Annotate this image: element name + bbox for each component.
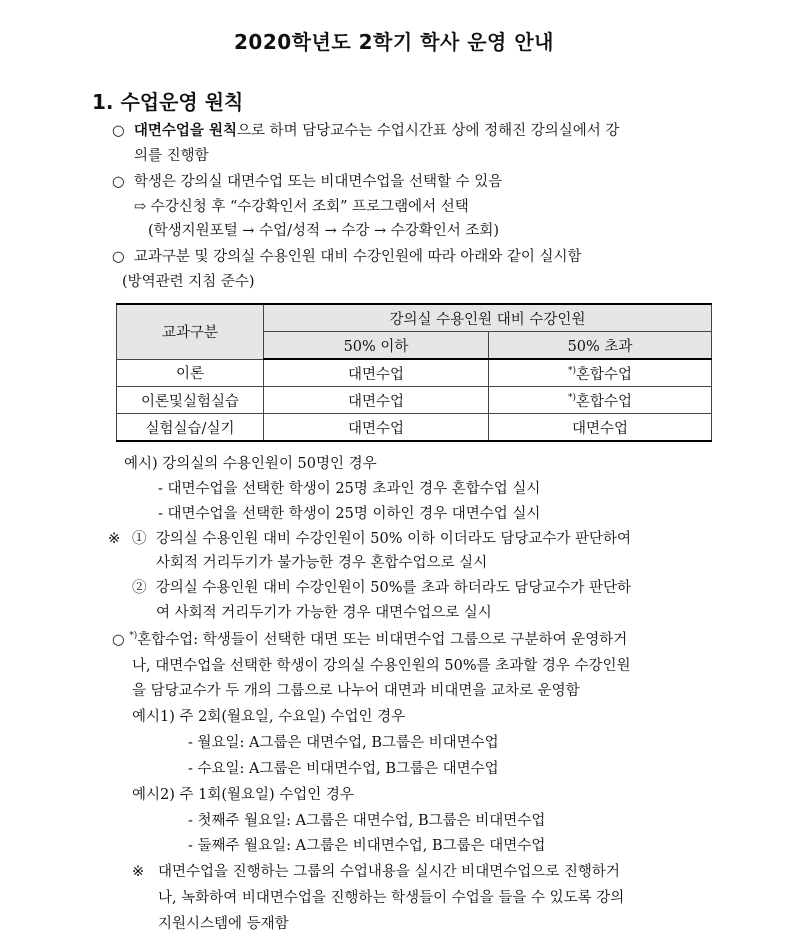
row-under: 대면수업 bbox=[264, 414, 489, 442]
row-over bbox=[489, 387, 712, 414]
row-over-text: 혼합수업 bbox=[575, 366, 633, 383]
sub-header-under: 50% 이하 bbox=[264, 332, 489, 360]
table-row bbox=[117, 414, 712, 442]
p4-line2: 나, 대면수업을 선택한 학생이 강의실 수용인원의 50%를 초과할 경우 수강인원 bbox=[132, 658, 631, 674]
p4-text: 혼합수업: 학생들이 선택한 대면 또는 비대면수업 그룹으로 구분하여 운영하거 bbox=[137, 632, 628, 648]
note-2-line1 bbox=[132, 578, 631, 598]
row-over bbox=[489, 359, 712, 387]
table-row bbox=[117, 359, 712, 387]
asterisk-mark: *) bbox=[567, 392, 576, 403]
p1-line1 bbox=[112, 121, 619, 141]
group-header: 강의실 수용인원 대비 수강인원 bbox=[264, 304, 712, 332]
example-item: - 대면수업을 선택한 학생이 25명 초과인 경우 혼합수업 실시 bbox=[158, 481, 541, 497]
bullet: ○ bbox=[112, 249, 125, 265]
row-category: 실험실습/실기 bbox=[117, 414, 264, 442]
row-category: 이론및실험실습 bbox=[117, 387, 264, 414]
row-over-text: 대면수업 bbox=[571, 420, 629, 437]
final-note-line1: 대면수업을 진행하는 그룹의 수업내용을 실시간 비대면수업으로 진행하거 bbox=[158, 864, 620, 880]
p3-line2: (방역관련 지침 준수) bbox=[122, 274, 255, 290]
p4-line3: 을 담당교수가 두 개의 그룹으로 나누어 대면과 비대면을 교차로 운영함 bbox=[132, 683, 580, 699]
p1-text: 으로 하며 담당교수는 수업시간표 상에 정해진 강의실에서 강 bbox=[236, 123, 620, 139]
row-under: 대면수업 bbox=[264, 359, 489, 387]
note-1-number: ① bbox=[132, 531, 147, 547]
example-item: - 대면수업을 선택한 학생이 25명 이하인 경우 대면수업 실시 bbox=[158, 506, 541, 522]
p3-text: 교과구분 및 강의실 수용인원 대비 수강인원에 따라 아래와 같이 실시함 bbox=[133, 249, 582, 265]
p4-example2-item: - 둘째주 월요일: A그룹은 비대면수업, B그룹은 대면수업 bbox=[188, 838, 546, 854]
note-mark: ※ bbox=[108, 531, 121, 547]
note-1-text: 강의실 수용인원 대비 수강인원이 50% 이하 이더라도 담당교수가 판단하여 bbox=[155, 531, 632, 547]
p4-example2-label: 예시2) 주 1회(월요일) 수업인 경우 bbox=[132, 787, 354, 803]
sub-header-over: 50% 초과 bbox=[489, 332, 712, 360]
p4-line1 bbox=[112, 630, 627, 652]
section-heading: 1. 수업운영 원칙 bbox=[92, 90, 244, 114]
page-title: 2020학년도 2학기 학사 운영 안내 bbox=[234, 30, 554, 54]
p4-example1-item: - 월요일: A그룹은 대면수업, B그룹은 비대면수업 bbox=[188, 735, 499, 751]
final-note-line3: 지원시스템에 등재함 bbox=[158, 916, 289, 932]
note-2-number: ② bbox=[132, 580, 147, 596]
p3-line1 bbox=[112, 247, 582, 267]
bullet: ○ bbox=[112, 174, 125, 190]
class-mode-table bbox=[116, 303, 712, 442]
p4-example2-item: - 첫째주 월요일: A그룹은 대면수업, B그룹은 비대면수업 bbox=[188, 813, 546, 829]
asterisk-mark: *) bbox=[129, 631, 138, 641]
note-2-line2: 여 사회적 거리두기가 가능한 경우 대면수업으로 실시 bbox=[156, 605, 492, 621]
final-note-mark: ※ bbox=[132, 864, 145, 880]
emphasis-text: 대면수업을 원칙 bbox=[133, 123, 237, 139]
row-category: 이론 bbox=[117, 359, 264, 387]
row-over-text: 혼합수업 bbox=[575, 393, 633, 410]
bullet: ○ bbox=[112, 632, 125, 648]
p2-text: 학생은 강의실 대면수업 또는 비대면수업을 선택할 수 있음 bbox=[133, 174, 503, 190]
example-label: 예시) 강의실의 수용인원이 50명인 경우 bbox=[124, 456, 377, 472]
p2-line1 bbox=[112, 172, 502, 192]
final-note-line2: 나, 녹화하여 비대면수업을 진행하는 학생들이 수업을 들을 수 있도록 강의 bbox=[158, 890, 625, 906]
note-2-text: 강의실 수용인원 대비 수강인원이 50%를 초과 하더라도 담당교수가 판단하 bbox=[155, 580, 632, 596]
col-header-category: 교과구분 bbox=[117, 304, 264, 359]
p4-example1-label: 예시1) 주 2회(월요일, 수요일) 수업인 경우 bbox=[132, 709, 406, 725]
p4-example1-item: - 수요일: A그룹은 비대면수업, B그룹은 대면수업 bbox=[188, 761, 499, 777]
p1-line2: 의를 진행함 bbox=[134, 148, 209, 164]
p2-arrow-line: ⇨ 수강신청 후 “수강확인서 조회” 프로그램에서 선택 bbox=[134, 199, 469, 215]
note-1-line1 bbox=[132, 529, 631, 549]
row-over bbox=[489, 414, 712, 442]
note-1-line2: 사회적 거리두기가 불가능한 경우 혼합수업으로 실시 bbox=[156, 555, 488, 571]
bullet: ○ bbox=[112, 123, 125, 139]
table-row bbox=[117, 387, 712, 414]
row-under: 대면수업 bbox=[264, 387, 489, 414]
asterisk-mark: *) bbox=[567, 365, 576, 376]
p2-path: (학생지원포털 → 수업/성적 → 수강 → 수강확인서 조회) bbox=[148, 223, 500, 239]
